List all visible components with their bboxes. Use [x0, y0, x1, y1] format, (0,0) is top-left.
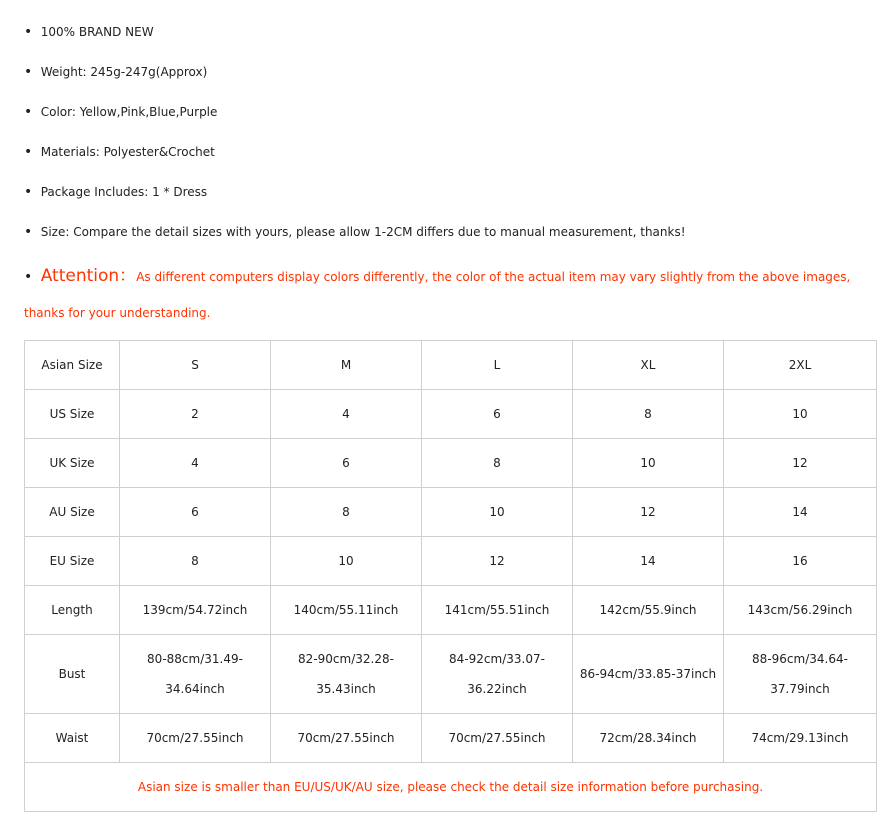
feature-list [24, 20, 874, 260]
table-row [25, 390, 877, 439]
table-cell: 8 [271, 488, 422, 537]
table-cell: 6 [120, 488, 271, 537]
attention-notice [24, 258, 869, 331]
table-cell: 8 [422, 439, 573, 488]
table-cell: 14 [724, 488, 877, 537]
table-cell: 72cm/28.34inch [573, 714, 724, 763]
row-label-bust: Bust [25, 635, 120, 714]
table-cell: 141cm/55.51inch [422, 586, 573, 635]
table-cell: 10 [271, 537, 422, 586]
asian-size-note: Asian size is smaller than EU/US/UK/AU size, please check the detail size information before purchasing. [25, 763, 877, 812]
table-cell: 10 [724, 390, 877, 439]
bullet-weight: Weight: 245g-247g(Approx) [40, 65, 208, 79]
table-cell: 88-96cm/34.64-37.79inch [724, 635, 877, 714]
list-item [24, 220, 874, 260]
table-cell: 2 [120, 390, 271, 439]
row-label-asian-size: Asian Size [25, 341, 120, 390]
table-cell: 143cm/56.29inch [724, 586, 877, 635]
bullet-dot: • [24, 184, 37, 200]
list-item [24, 20, 874, 60]
row-label-waist: Waist [25, 714, 120, 763]
table-row [25, 537, 877, 586]
table-cell: 10 [573, 439, 724, 488]
table-cell: M [271, 341, 422, 390]
bullet-dot: • [24, 144, 37, 160]
table-cell: 16 [724, 537, 877, 586]
table-row [25, 488, 877, 537]
table-cell: 8 [120, 537, 271, 586]
table-cell: S [120, 341, 271, 390]
table-cell: 6 [271, 439, 422, 488]
table-cell: 70cm/27.55inch [120, 714, 271, 763]
table-cell: 8 [573, 390, 724, 439]
table-cell: 142cm/55.9inch [573, 586, 724, 635]
table-cell: 2XL [724, 341, 877, 390]
size-chart-table [24, 340, 877, 812]
table-cell: XL [573, 341, 724, 390]
table-cell: 70cm/27.55inch [271, 714, 422, 763]
table-row [25, 763, 877, 812]
table-row [25, 341, 877, 390]
row-label-au-size: AU Size [25, 488, 120, 537]
bullet-dot: • [24, 64, 37, 80]
table-cell: 74cm/29.13inch [724, 714, 877, 763]
list-item [24, 100, 874, 140]
row-label-us-size: US Size [25, 390, 120, 439]
table-row [25, 635, 877, 714]
table-cell: 140cm/55.11inch [271, 586, 422, 635]
table-cell: 84-92cm/33.07-36.22inch [422, 635, 573, 714]
bullet-dot: • [24, 224, 37, 240]
bullet-brand-new: 100% BRAND NEW [40, 25, 154, 39]
table-cell: 82-90cm/32.28-35.43inch [271, 635, 422, 714]
table-cell: 70cm/27.55inch [422, 714, 573, 763]
table-cell: 80-88cm/31.49-34.64inch [120, 635, 271, 714]
table-cell: 4 [120, 439, 271, 488]
table-cell: 139cm/54.72inch [120, 586, 271, 635]
table-row [25, 714, 877, 763]
table-cell: 12 [724, 439, 877, 488]
attention-text: As different computers display colors differently, the color of the actual item may vary slightly from the above images, thanks for your understanding. [24, 270, 851, 320]
bullet-package: Package Includes: 1 * Dress [40, 185, 208, 199]
row-label-length: Length [25, 586, 120, 635]
bullet-color: Color: Yellow,Pink,Blue,Purple [40, 105, 218, 119]
bullet-materials: Materials: Polyester&Crochet [40, 145, 215, 159]
attention-title: Attention： [40, 266, 137, 286]
table-row [25, 439, 877, 488]
table-cell: 12 [573, 488, 724, 537]
table-cell: L [422, 341, 573, 390]
bullet-size: Size: Compare the detail sizes with yours, please allow 1-2CM differs due to manual measurement, thanks! [40, 225, 686, 239]
row-label-uk-size: UK Size [25, 439, 120, 488]
bullet-dot: • [24, 269, 37, 285]
table-row [25, 586, 877, 635]
table-cell: 14 [573, 537, 724, 586]
table-cell: 12 [422, 537, 573, 586]
row-label-eu-size: EU Size [25, 537, 120, 586]
table-cell: 86-94cm/33.85-37inch [573, 635, 724, 714]
table-cell: 6 [422, 390, 573, 439]
list-item [24, 140, 874, 180]
bullet-dot: • [24, 104, 37, 120]
list-item [24, 180, 874, 220]
list-item [24, 60, 874, 100]
table-cell: 10 [422, 488, 573, 537]
table-cell: 4 [271, 390, 422, 439]
bullet-dot: • [24, 24, 37, 40]
